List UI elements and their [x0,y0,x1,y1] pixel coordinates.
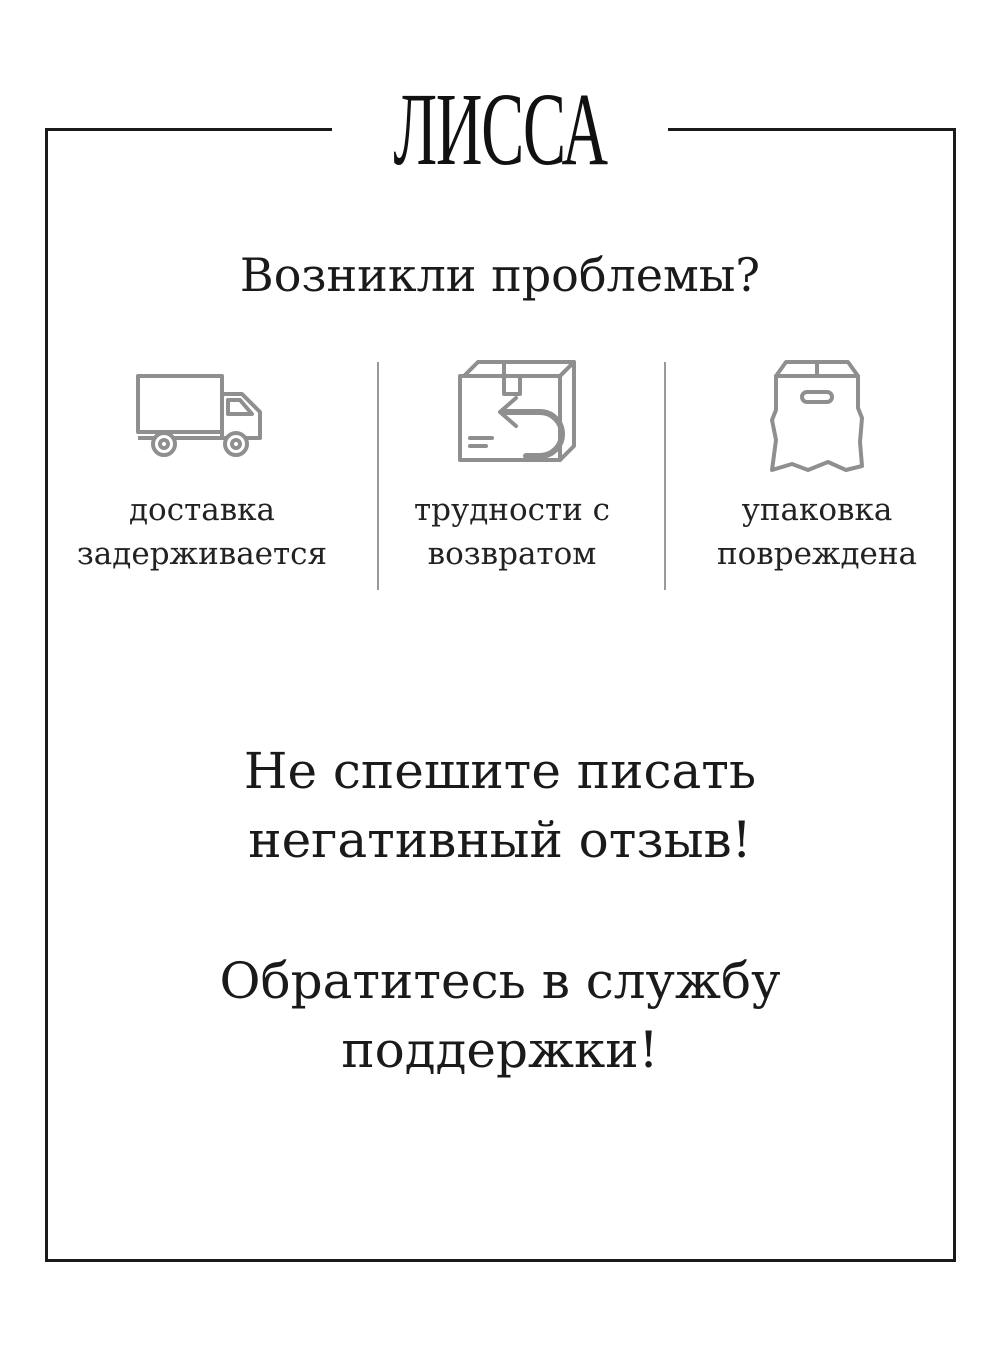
damaged-package-icon [762,358,872,478]
feature-label [672,488,962,576]
feature-label [367,488,657,576]
message-line1: Не спешите писать [243,742,757,800]
box-return-icon [442,358,582,478]
feature-label-line2: повреждена [716,536,918,572]
message-line2: поддержки! [341,1021,659,1079]
divider-2 [664,362,666,590]
message-contact-support [0,947,1000,1085]
message-line2: негативный отзыв! [248,811,752,869]
feature-return-difficulty [367,358,657,576]
feature-damaged-package [672,358,962,576]
feature-label-line2: задерживается [76,536,328,572]
headline: Возникли проблемы? [239,248,761,302]
feature-label-line1: доставка [128,492,276,528]
brand-logo-text: ЛИССА [393,72,607,187]
feature-label-line1: трудности с [413,492,611,528]
feature-label-line2: возвратом [427,536,597,572]
feature-delivery-delayed [57,358,347,576]
message-line1: Обратитесь в службу [219,952,781,1010]
message-no-negative-review [0,737,1000,875]
feature-label-line1: упаковка [741,492,893,528]
feature-label [57,488,347,576]
frame-bottom-line [45,1259,956,1262]
brand-logo [0,72,1000,187]
delivery-truck-icon [132,358,272,458]
